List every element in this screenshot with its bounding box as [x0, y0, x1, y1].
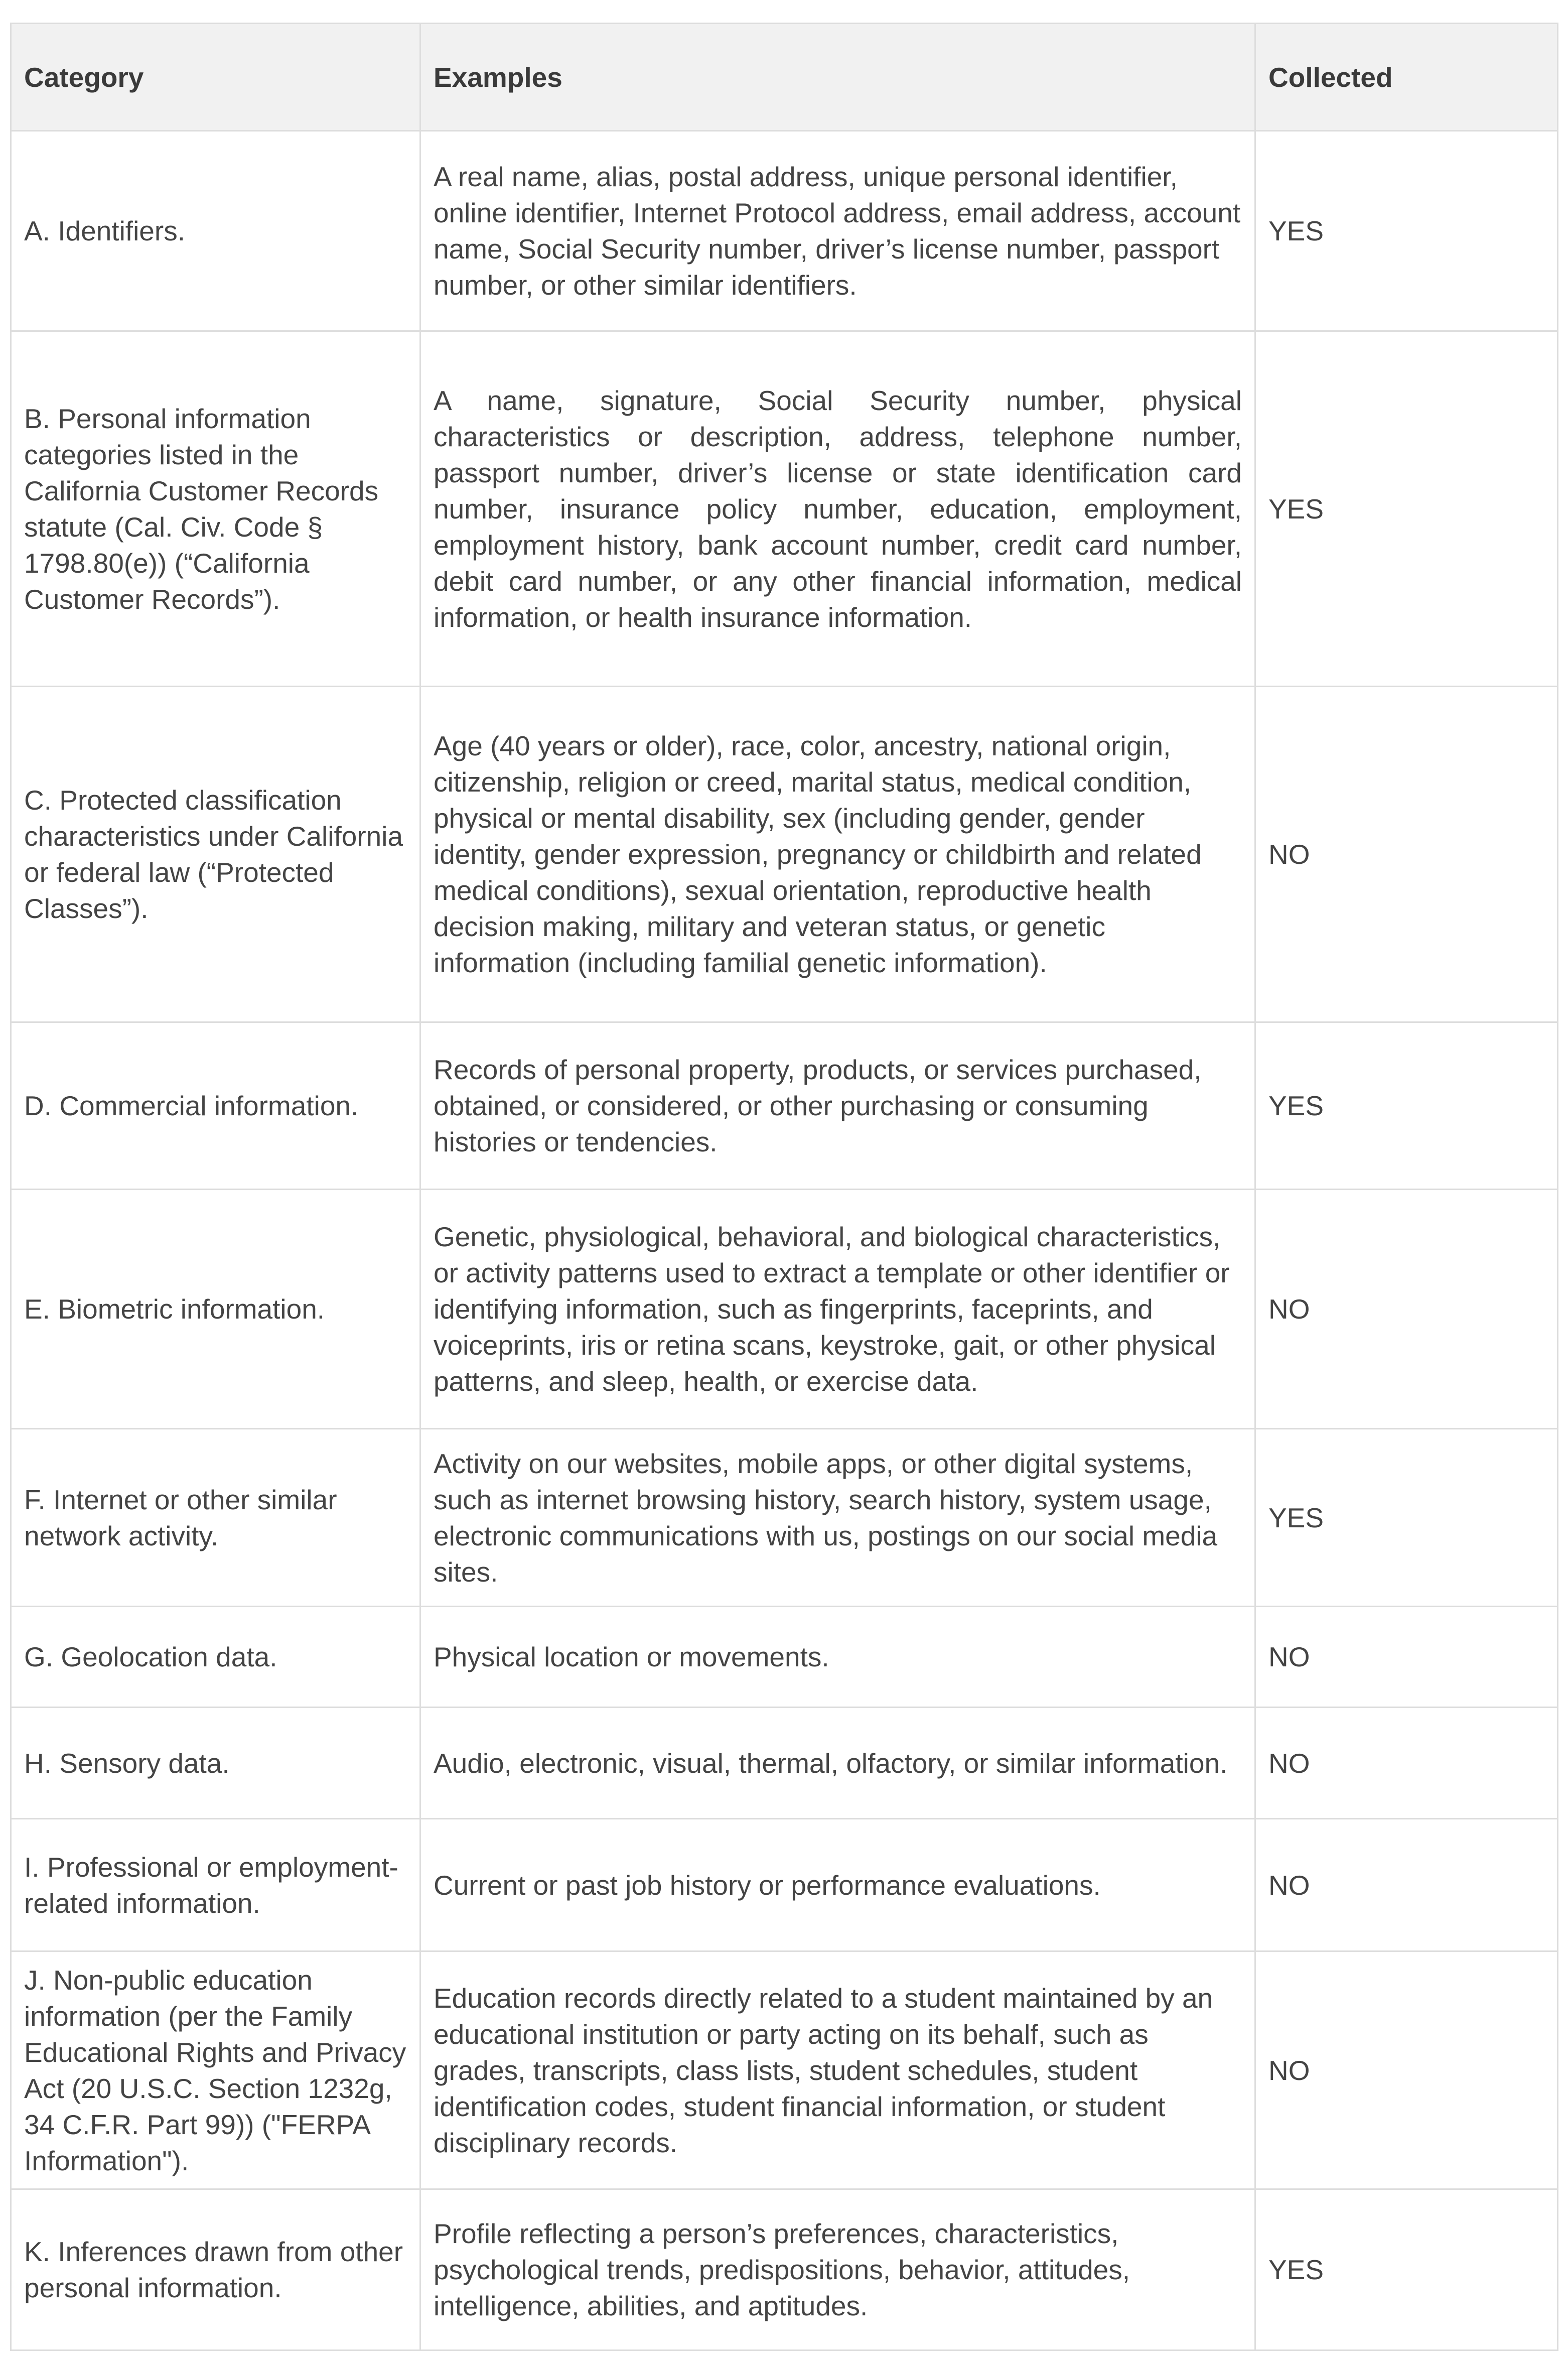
row-category: K. Inferences drawn from other personal information.	[11, 2189, 420, 2350]
personal-information-categories-table	[10, 23, 1558, 2351]
row-collected: NO	[1255, 1708, 1558, 1819]
table-row	[11, 687, 1558, 1022]
row-category: I. Professional or employment-related information.	[11, 1819, 420, 1951]
table-row	[11, 1951, 1558, 2189]
table-row	[11, 1190, 1558, 1429]
header-category: Category	[11, 24, 420, 131]
row-category: H. Sensory data.	[11, 1708, 420, 1819]
row-examples: Records of personal property, products, or services purchased, obtained, or considered, or other purchasing or consuming histories or tendencies.	[420, 1022, 1255, 1190]
row-examples: Profile reflecting a person’s preferences, characteristics, psychological trends, predispositions, behavior, attitudes, intelligence, abilities, and aptitudes.	[420, 2189, 1255, 2350]
row-collected: NO	[1255, 1951, 1558, 2189]
row-collected: NO	[1255, 687, 1558, 1022]
row-examples: Audio, electronic, visual, thermal, olfactory, or similar information.	[420, 1708, 1255, 1819]
header-collected: Collected	[1255, 24, 1558, 131]
header-examples: Examples	[420, 24, 1255, 131]
row-examples: A real name, alias, postal address, unique personal identifier, online identifier, Internet Protocol address, email address, account name, Social Security number, driver’s license number, passport number, or other similar identifiers.	[420, 131, 1255, 331]
row-examples: Physical location or movements.	[420, 1607, 1255, 1708]
row-collected: YES	[1255, 331, 1558, 687]
row-collected: NO	[1255, 1190, 1558, 1429]
row-examples: Education records directly related to a student maintained by an educational institution or party acting on its behalf, such as grades, transcripts, class lists, student schedules, student identification codes, student financial information, or student disciplinary records.	[420, 1951, 1255, 2189]
table-row	[11, 2189, 1558, 2350]
table-row	[11, 331, 1558, 687]
table-row	[11, 1708, 1558, 1819]
row-category: G. Geolocation data.	[11, 1607, 420, 1708]
row-category: A. Identifiers.	[11, 131, 420, 331]
row-examples: Activity on our websites, mobile apps, or other digital systems, such as internet browsing history, search history, system usage, electronic communications with us, postings on our social media sites.	[420, 1429, 1255, 1607]
row-collected: YES	[1255, 1022, 1558, 1190]
table-row	[11, 131, 1558, 331]
row-collected: YES	[1255, 1429, 1558, 1607]
row-category: E. Biometric information.	[11, 1190, 420, 1429]
row-collected: NO	[1255, 1607, 1558, 1708]
table-row	[11, 1429, 1558, 1607]
row-category: D. Commercial information.	[11, 1022, 420, 1190]
table-row	[11, 1022, 1558, 1190]
row-category: F. Internet or other similar network activity.	[11, 1429, 420, 1607]
row-examples: Genetic, physiological, behavioral, and biological characteristics, or activity patterns used to extract a template or other identifier or identifying information, such as fingerprints, faceprints, and voiceprints, iris or retina scans, keystroke, gait, or other physical patterns, and sleep, health, or exercise data.	[420, 1190, 1255, 1429]
row-examples: Age (40 years or older), race, color, ancestry, national origin, citizenship, religion or creed, marital status, medical condition, physical or mental disability, sex (including gender, gender identity, gender expression, pregnancy or childbirth and related medical conditions), sexual orientation, reproductive health decision making, military and veteran status, or genetic information (including familial genetic information).	[420, 687, 1255, 1022]
row-collected: NO	[1255, 1819, 1558, 1951]
table-row	[11, 1819, 1558, 1951]
table-row	[11, 1607, 1558, 1708]
table-header-row	[11, 24, 1558, 131]
row-category: B. Personal information categories listed in the California Customer Records statute (Cal. Civ. Code § 1798.80(e)) (“California Customer Records”).	[11, 331, 420, 687]
row-examples: Current or past job history or performance evaluations.	[420, 1819, 1255, 1951]
row-collected: YES	[1255, 2189, 1558, 2350]
row-examples: A name, signature, Social Security number, physical characteristics or description, address, telephone number, passport number, driver’s license or state identification card number, insurance policy number, education, employment, employment history, bank account number, credit card number, debit card number, or any other financial information, medical information, or health insurance information.	[420, 331, 1255, 687]
personal-information-table-container	[10, 23, 1557, 2351]
row-category: C. Protected classification characteristics under California or federal law (“Protected Classes”).	[11, 687, 420, 1022]
row-category: J. Non-public education information (per the Family Educational Rights and Privacy Act (20 U.S.C. Section 1232g, 34 C.F.R. Part 99)) ("FERPA Information").	[11, 1951, 420, 2189]
row-collected: YES	[1255, 131, 1558, 331]
